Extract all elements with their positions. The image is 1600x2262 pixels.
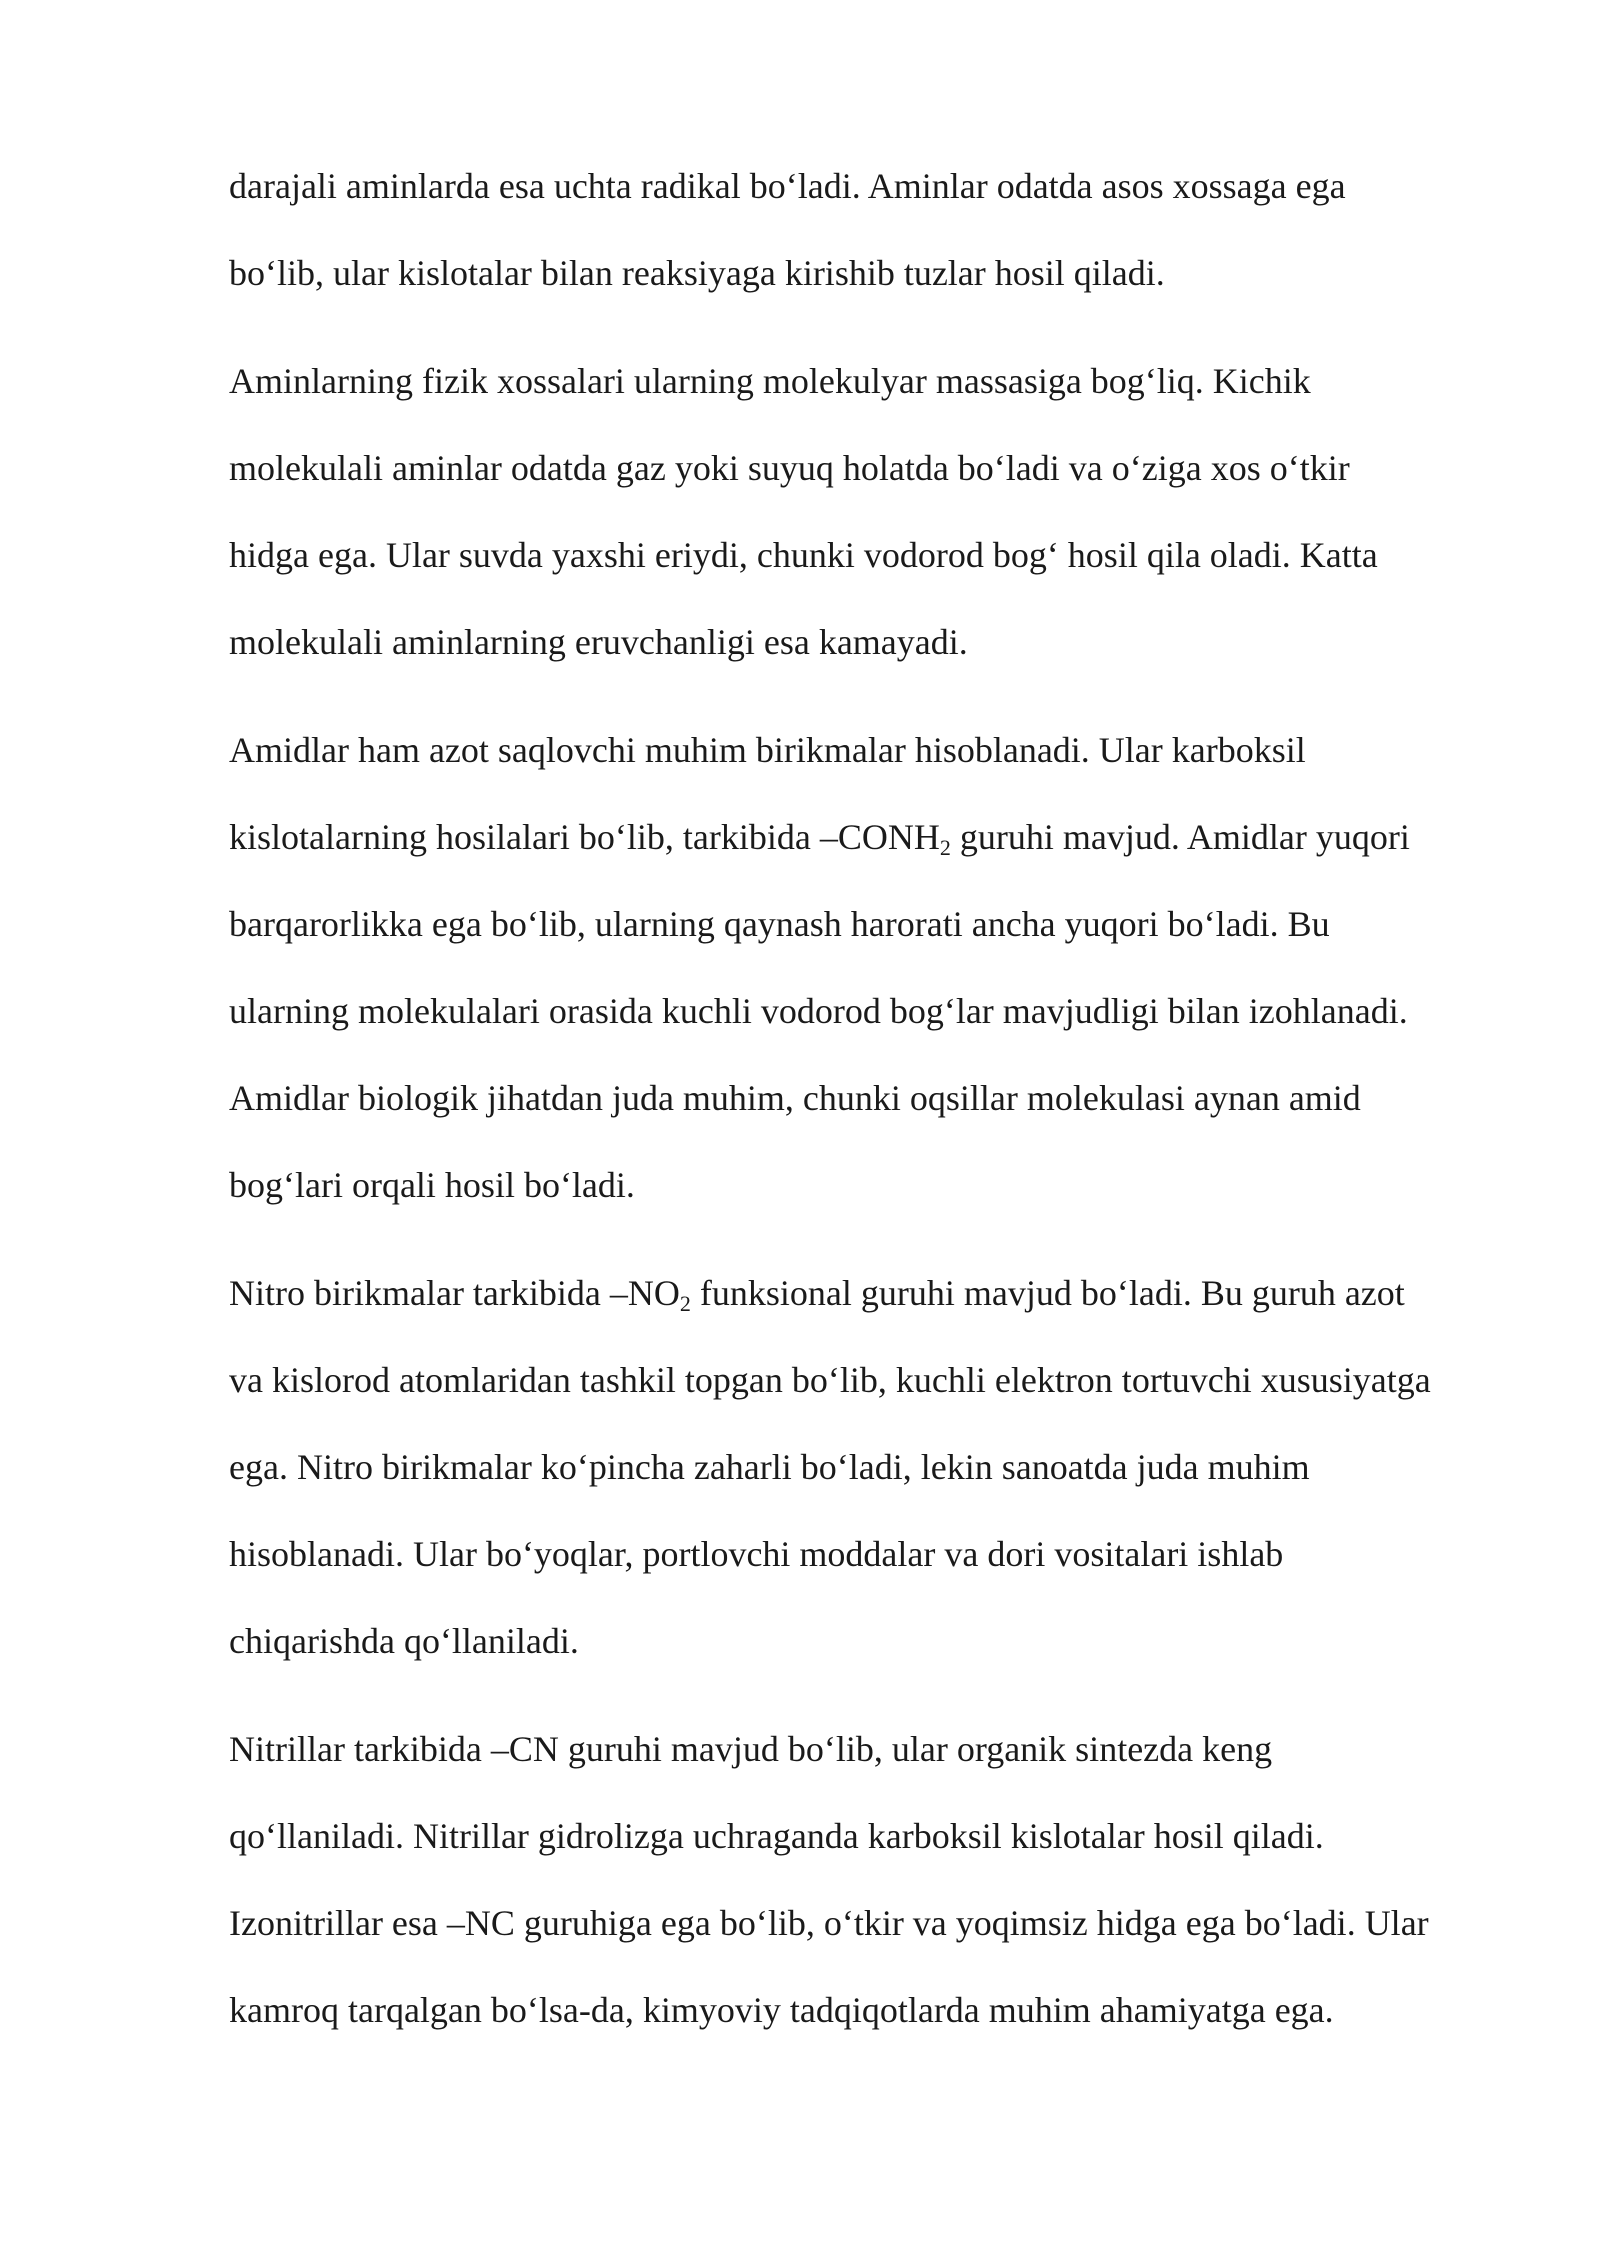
- text-line: hidga ega. Ular suvda yaxshi eriydi, chunki vodorod bog‘ hosil qila oladi. Katta: [229, 535, 1378, 575]
- text-line: chiqarishda qo‘llaniladi.: [229, 1621, 579, 1661]
- text-line: Amidlar biologik jihatdan juda muhim, chunki oqsillar molekulasi aynan amid: [229, 1078, 1361, 1118]
- paragraph-amides: [229, 707, 1529, 1229]
- text-line-with-formula: [229, 1250, 1529, 1337]
- text-line: qo‘llaniladi. Nitrillar gidrolizga uchraganda karboksil kislotalar hosil qiladi.: [229, 1816, 1324, 1856]
- text-line: Izonitrillar esa –NC guruhiga ega bo‘lib, o‘tkir va yoqimsiz hidga ega bo‘ladi. Ular: [229, 1903, 1429, 1943]
- text-line-with-formula: [229, 794, 1529, 881]
- text-segment: kislotalarning hosilalari bo‘lib, tarkibida –CONH: [229, 817, 940, 857]
- text-line: va kislorod atomlaridan tashkil topgan bo‘lib, kuchli elektron tortuvchi xususiyatga: [229, 1360, 1431, 1400]
- text-line: ega. Nitro birikmalar ko‘pincha zaharli bo‘ladi, lekin sanoatda juda muhim: [229, 1447, 1310, 1487]
- text-segment: guruhi mavjud. Amidlar yuqori: [950, 817, 1410, 857]
- text-line: bog‘lari orqali hosil bo‘ladi.: [229, 1165, 635, 1205]
- text-line: hisoblanadi. Ular bo‘yoqlar, portlovchi moddalar va dori vositalari ishlab: [229, 1534, 1284, 1574]
- document-body: [229, 143, 1529, 2054]
- text-line: bo‘lib, ular kislotalar bilan reaksiyaga kirishib tuzlar hosil qiladi.: [229, 253, 1165, 293]
- formula-subscript: 2: [679, 1291, 691, 1316]
- text-line: ularning molekulalari orasida kuchli vodorod bog‘lar mavjudligi bilan izohlanadi.: [229, 991, 1408, 1031]
- text-segment: Nitro birikmalar tarkibida –NO: [229, 1273, 680, 1313]
- text-line: Nitrillar tarkibida –CN guruhi mavjud bo‘lib, ular organik sintezda keng: [229, 1729, 1273, 1769]
- formula-subscript: 2: [939, 835, 951, 860]
- text-line: barqarorlikka ega bo‘lib, ularning qaynash harorati ancha yuqori bo‘ladi. Bu: [229, 904, 1330, 944]
- paragraph-nitriles: [229, 1706, 1529, 2054]
- text-line: molekulali aminlarning eruvchanligi esa kamayadi.: [229, 622, 968, 662]
- paragraph-amines-basicity: [229, 143, 1529, 317]
- text-line: molekulali aminlar odatda gaz yoki suyuq holatda bo‘ladi va o‘ziga xos o‘tkir: [229, 448, 1350, 488]
- text-segment: funksional guruhi mavjud bo‘ladi. Bu guruh azot: [690, 1273, 1405, 1313]
- text-line: darajali aminlarda esa uchta radikal bo‘ladi. Aminlar odatda asos xossaga ega: [229, 166, 1346, 206]
- paragraph-nitro-compounds: [229, 1250, 1529, 1685]
- text-line: kamroq tarqalgan bo‘lsa-da, kimyoviy tadqiqotlarda muhim ahamiyatga ega.: [229, 1990, 1334, 2030]
- paragraph-amines-physical-properties: [229, 338, 1529, 686]
- text-line: Aminlarning fizik xossalari ularning molekulyar massasiga bog‘liq. Kichik: [229, 361, 1311, 401]
- text-line: Amidlar ham azot saqlovchi muhim birikmalar hisoblanadi. Ular karboksil: [229, 730, 1306, 770]
